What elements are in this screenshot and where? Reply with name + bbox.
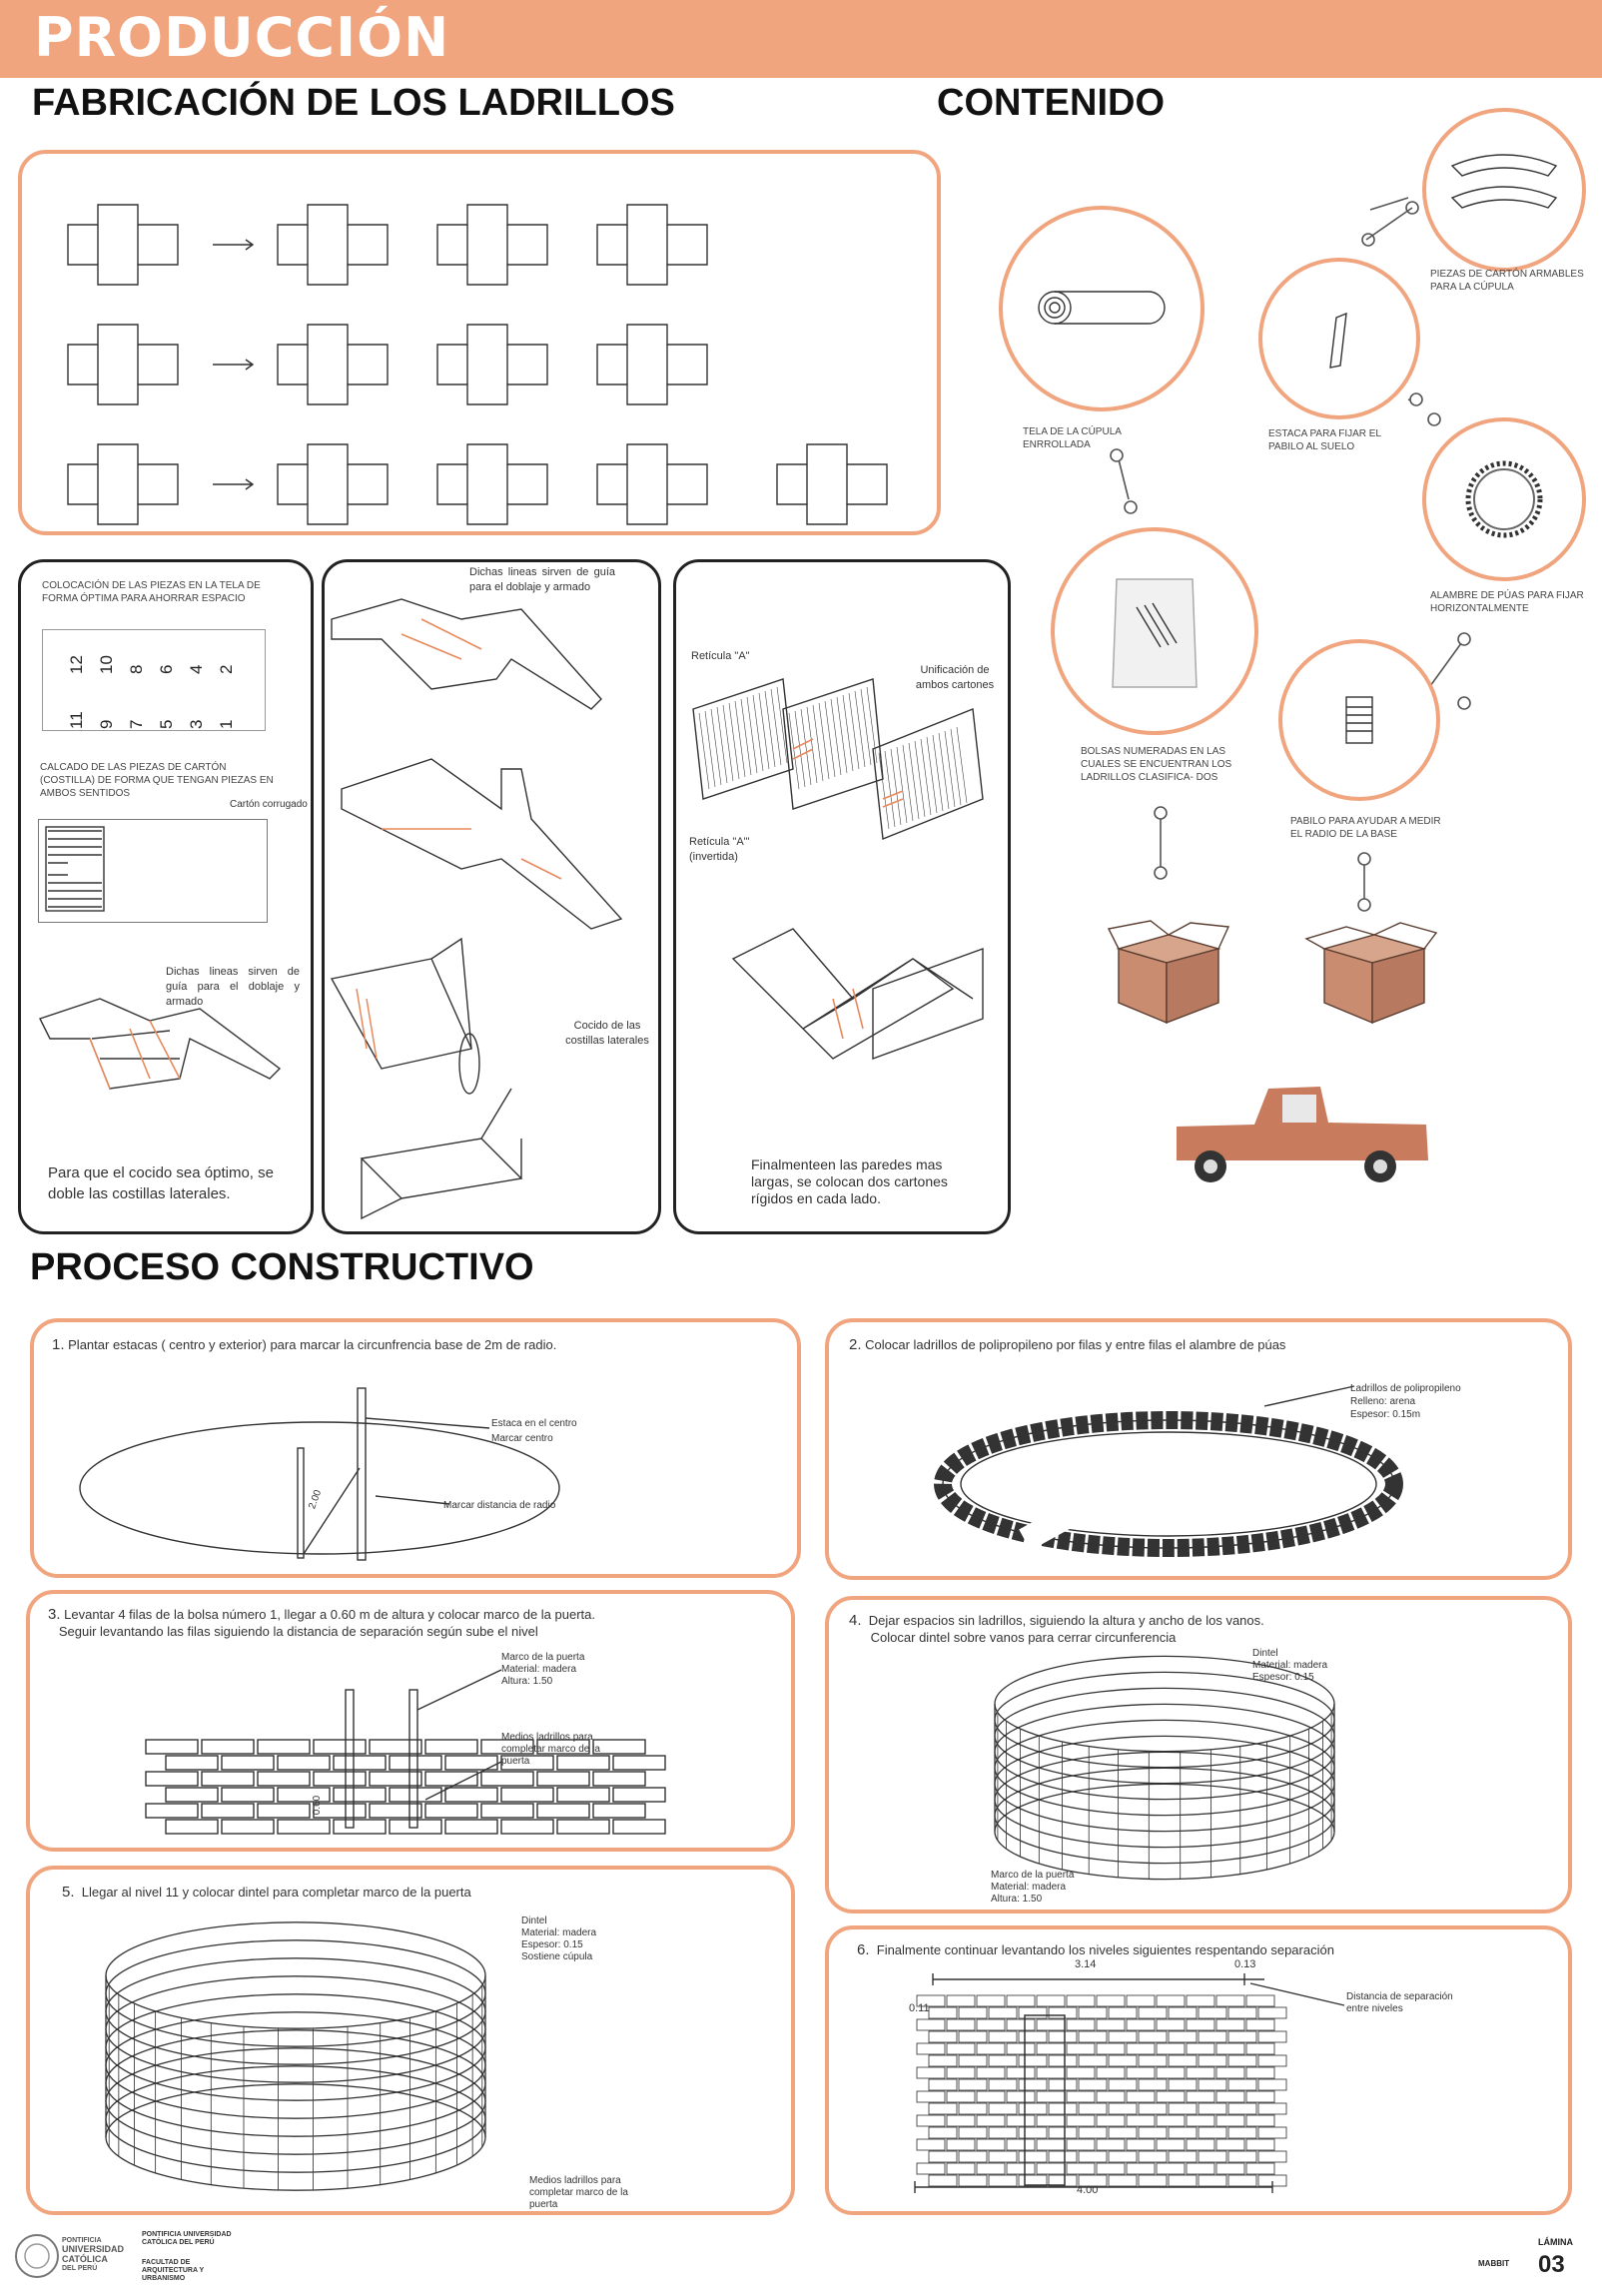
fold-lines-note-left: Dichas lineas sirven de guía para el doblaje y armado	[166, 966, 300, 1008]
grid-numbers-bottom	[62, 704, 262, 729]
step-4-door-labels: Marco de la puerta Material: madera Altura: 1.50	[991, 1870, 1075, 1905]
rib-assembly-drawing	[322, 559, 661, 1234]
fold-lines-note-middle: Dichas lineas sirven de guía para el doblaje y armado	[469, 566, 615, 593]
grid-piece-number: 4	[187, 664, 206, 674]
process-heading: PROCESO CONSTRUCTIVO	[30, 1246, 534, 1288]
grid-piece-number: 3	[187, 719, 206, 729]
brand-name: MABBIT	[1478, 2259, 1510, 2268]
brick-unfold-sequence-drawing	[18, 150, 941, 535]
step-1-label-radius: Marcar distancia de radio	[443, 1500, 556, 1511]
step-1-label-center: Estaca en el centro Marcar centro	[491, 1418, 577, 1444]
unfolded-brick-piece	[597, 205, 707, 285]
layout-caption: COLOCACIÓN DE LAS PIEZAS EN LA TELA DE FORMA ÓPTIMA PARA AHORRAR ESPACIO	[42, 580, 261, 604]
university-logo-text: PONTIFICIA UNIVERSIDAD CATÓLICA DEL PERÚ	[62, 2237, 125, 2272]
step-6-side-dim: 0.11	[909, 2002, 930, 2014]
grid-piece-number: 10	[97, 655, 116, 674]
grid-piece-number: 8	[127, 664, 146, 674]
step-3-text: 3. Levantar 4 filas de la bolsa número 1, llegar a 0.60 m de altura y colocar marco de la puerta. Seguir levantando las filas siguiendo la distancia de separación según sube el nivel	[48, 1606, 595, 1639]
step-5-drawing	[26, 1866, 795, 2215]
barbed-wire-caption: ALAMBRE DE PÚAS PARA FIJAR HORIZONTALMENTE	[1430, 590, 1584, 614]
unfolded-brick-piece	[437, 205, 547, 285]
unfolded-brick-piece	[777, 444, 887, 524]
cardboard-pieces-icon	[1422, 108, 1586, 272]
step-4-lintel-labels: Dintel Material: madera Espesor: 0.15	[1252, 1648, 1328, 1683]
rib-sewing-note: Cocido de las costillas laterales	[565, 1020, 649, 1047]
unification-label: Unificación de ambos cartones	[915, 664, 995, 691]
step-3-drawing	[26, 1590, 795, 1852]
rib-tracing-drawing	[38, 819, 266, 921]
grid-piece-number: 6	[157, 664, 176, 674]
grid-piece-number: 12	[67, 655, 86, 674]
tracing-caption: CALCADO DE LAS PIEZAS DE CARTÓN (COSTILLA) DE FORMA QUE TENGAN PIEZAS EN AMBOS SENTIDOS	[40, 762, 274, 799]
step-2-labels: Ladrillos de polipropileno Relleno: arena Espesor: 0.15m	[1350, 1383, 1461, 1420]
grid-a-inverted-label: Retícula "A"' (invertida)	[689, 836, 750, 863]
step-2-drawing	[825, 1318, 1572, 1580]
bags-caption: BOLSAS NUMERADAS EN LAS CUALES SE ENCUENTRAN LOS LADRILLOS CLASIFICA- DOS	[1081, 746, 1232, 783]
step-5-lintel-labels: Dintel Material: madera Espesor: 0.15 Sostiene cúpula	[521, 1915, 597, 1962]
step-4-text: 4. Dejar espacios sin ladrillos, siguiendo la altura y ancho de los vanos. Colocar dintel sobre vanos para cerrar circunferencia	[849, 1612, 1264, 1645]
step-3-half-brick-label: Medios ladrillos para completar marco de la puerta	[501, 1732, 600, 1767]
step-5-text: 5. Llegar al nivel 11 y colocar dintel para completar marco de la puerta	[62, 1884, 471, 1901]
fabric-roll-icon	[999, 206, 1204, 411]
unfolded-brick-piece	[68, 205, 178, 285]
grid-numbers-top	[62, 649, 262, 674]
grid-piece-number: 7	[127, 719, 146, 729]
unfolded-brick-piece	[597, 444, 707, 524]
page-title: PRODUCCIÓN	[34, 6, 450, 69]
unfolded-brick-piece	[68, 325, 178, 404]
corrugated-label: Cartón corrugado	[230, 799, 308, 810]
unfolded-brick-piece	[437, 325, 547, 404]
stake-caption: ESTACA PARA FIJAR EL PABILO AL SUELO	[1268, 428, 1381, 452]
step-6-top-width-dim: 3.14	[1075, 1958, 1097, 1970]
wick-spool-icon	[1278, 639, 1440, 801]
stake-icon	[1258, 258, 1420, 419]
faculty-name: FACULTAD DE ARQUITECTURA Y URBANISMO	[142, 2259, 205, 2282]
step-2-text: 2. Colocar ladrillos de polipropileno por filas y entre filas el alambre de púas	[849, 1336, 1286, 1353]
wick-caption: PABILO PARA AYUDAR A MEDIR EL RADIO DE LA BASE	[1290, 816, 1441, 840]
unfolded-brick-piece	[68, 444, 178, 524]
cardboard-boxes-icon	[1107, 919, 1436, 1049]
step-6-drawing	[825, 1925, 1572, 2215]
grid-piece-number: 2	[217, 664, 236, 674]
step-1-drawing	[30, 1318, 801, 1578]
step-5-half-brick-label: Medios ladrillos para completar marco de la puerta	[529, 2175, 628, 2210]
rigid-cardboard-note: Finalmenteen las paredes mas largas, se colocan dos cartones rígidos en cada lado.	[751, 1156, 948, 1206]
unfolded-brick-piece	[597, 325, 707, 404]
pickup-truck-icon	[1171, 1077, 1436, 1192]
optimal-sewing-note: Para que el cocido sea óptimo, se doble las costillas laterales.	[48, 1164, 274, 1202]
grid-a-label: Retícula "A"	[691, 650, 750, 662]
grid-piece-number: 11	[67, 711, 86, 729]
dome-pieces-caption: PIEZAS DE CARTÓN ARMABLES PARA LA CÚPULA	[1430, 269, 1584, 293]
university-seal-icon	[14, 2233, 60, 2279]
step-6-gap-dim: 0.13	[1234, 1958, 1256, 1970]
unfolded-brick-piece	[278, 205, 388, 285]
unfolded-brick-piece	[278, 444, 388, 524]
grid-piece-number: 1	[217, 719, 236, 729]
numbered-bag-icon	[1051, 527, 1258, 735]
sheet-label: LÁMINA	[1538, 2237, 1573, 2247]
grid-piece-number: 9	[97, 719, 116, 729]
sheet-number: 03	[1538, 2251, 1565, 2278]
unfolded-brick-piece	[437, 444, 547, 524]
fabric-roll-caption: TELA DE LA CÚPULA ENRROLLADA	[1023, 426, 1122, 450]
step-3-height-dim: 0.60	[312, 1795, 324, 1816]
grid-piece-number: 5	[157, 719, 176, 729]
step-1-radius-dim: 2.00	[307, 1488, 325, 1511]
unfolded-brick-piece	[278, 325, 388, 404]
rib-fold-drawing-left	[30, 979, 300, 1139]
step-1-text: 1. Plantar estacas ( centro y exterior) para marcar la circunfrencia base de 2m de radio.	[52, 1336, 557, 1353]
barbed-wire-icon	[1422, 417, 1586, 581]
grid-union-drawing	[673, 559, 1011, 1234]
step-3-door-labels: Marco de la puerta Material: madera Altura: 1.50	[501, 1652, 585, 1687]
step-4-drawing	[825, 1596, 1572, 1913]
step-6-text: 6. Finalmente continuar levantando los niveles siguientes respentando separación	[857, 1941, 1334, 1958]
fabrication-heading: FABRICACIÓN DE LOS LADRILLOS	[32, 82, 675, 124]
content-heading: CONTENIDO	[937, 82, 1165, 124]
step-6-gap-label: Distancia de separación entre niveles	[1346, 1991, 1453, 2014]
faculty-university: PONTIFICIA UNIVERSIDAD CATÓLICA DEL PERÚ	[142, 2231, 232, 2246]
step-6-base-width-dim: 4.00	[1077, 2184, 1099, 2196]
